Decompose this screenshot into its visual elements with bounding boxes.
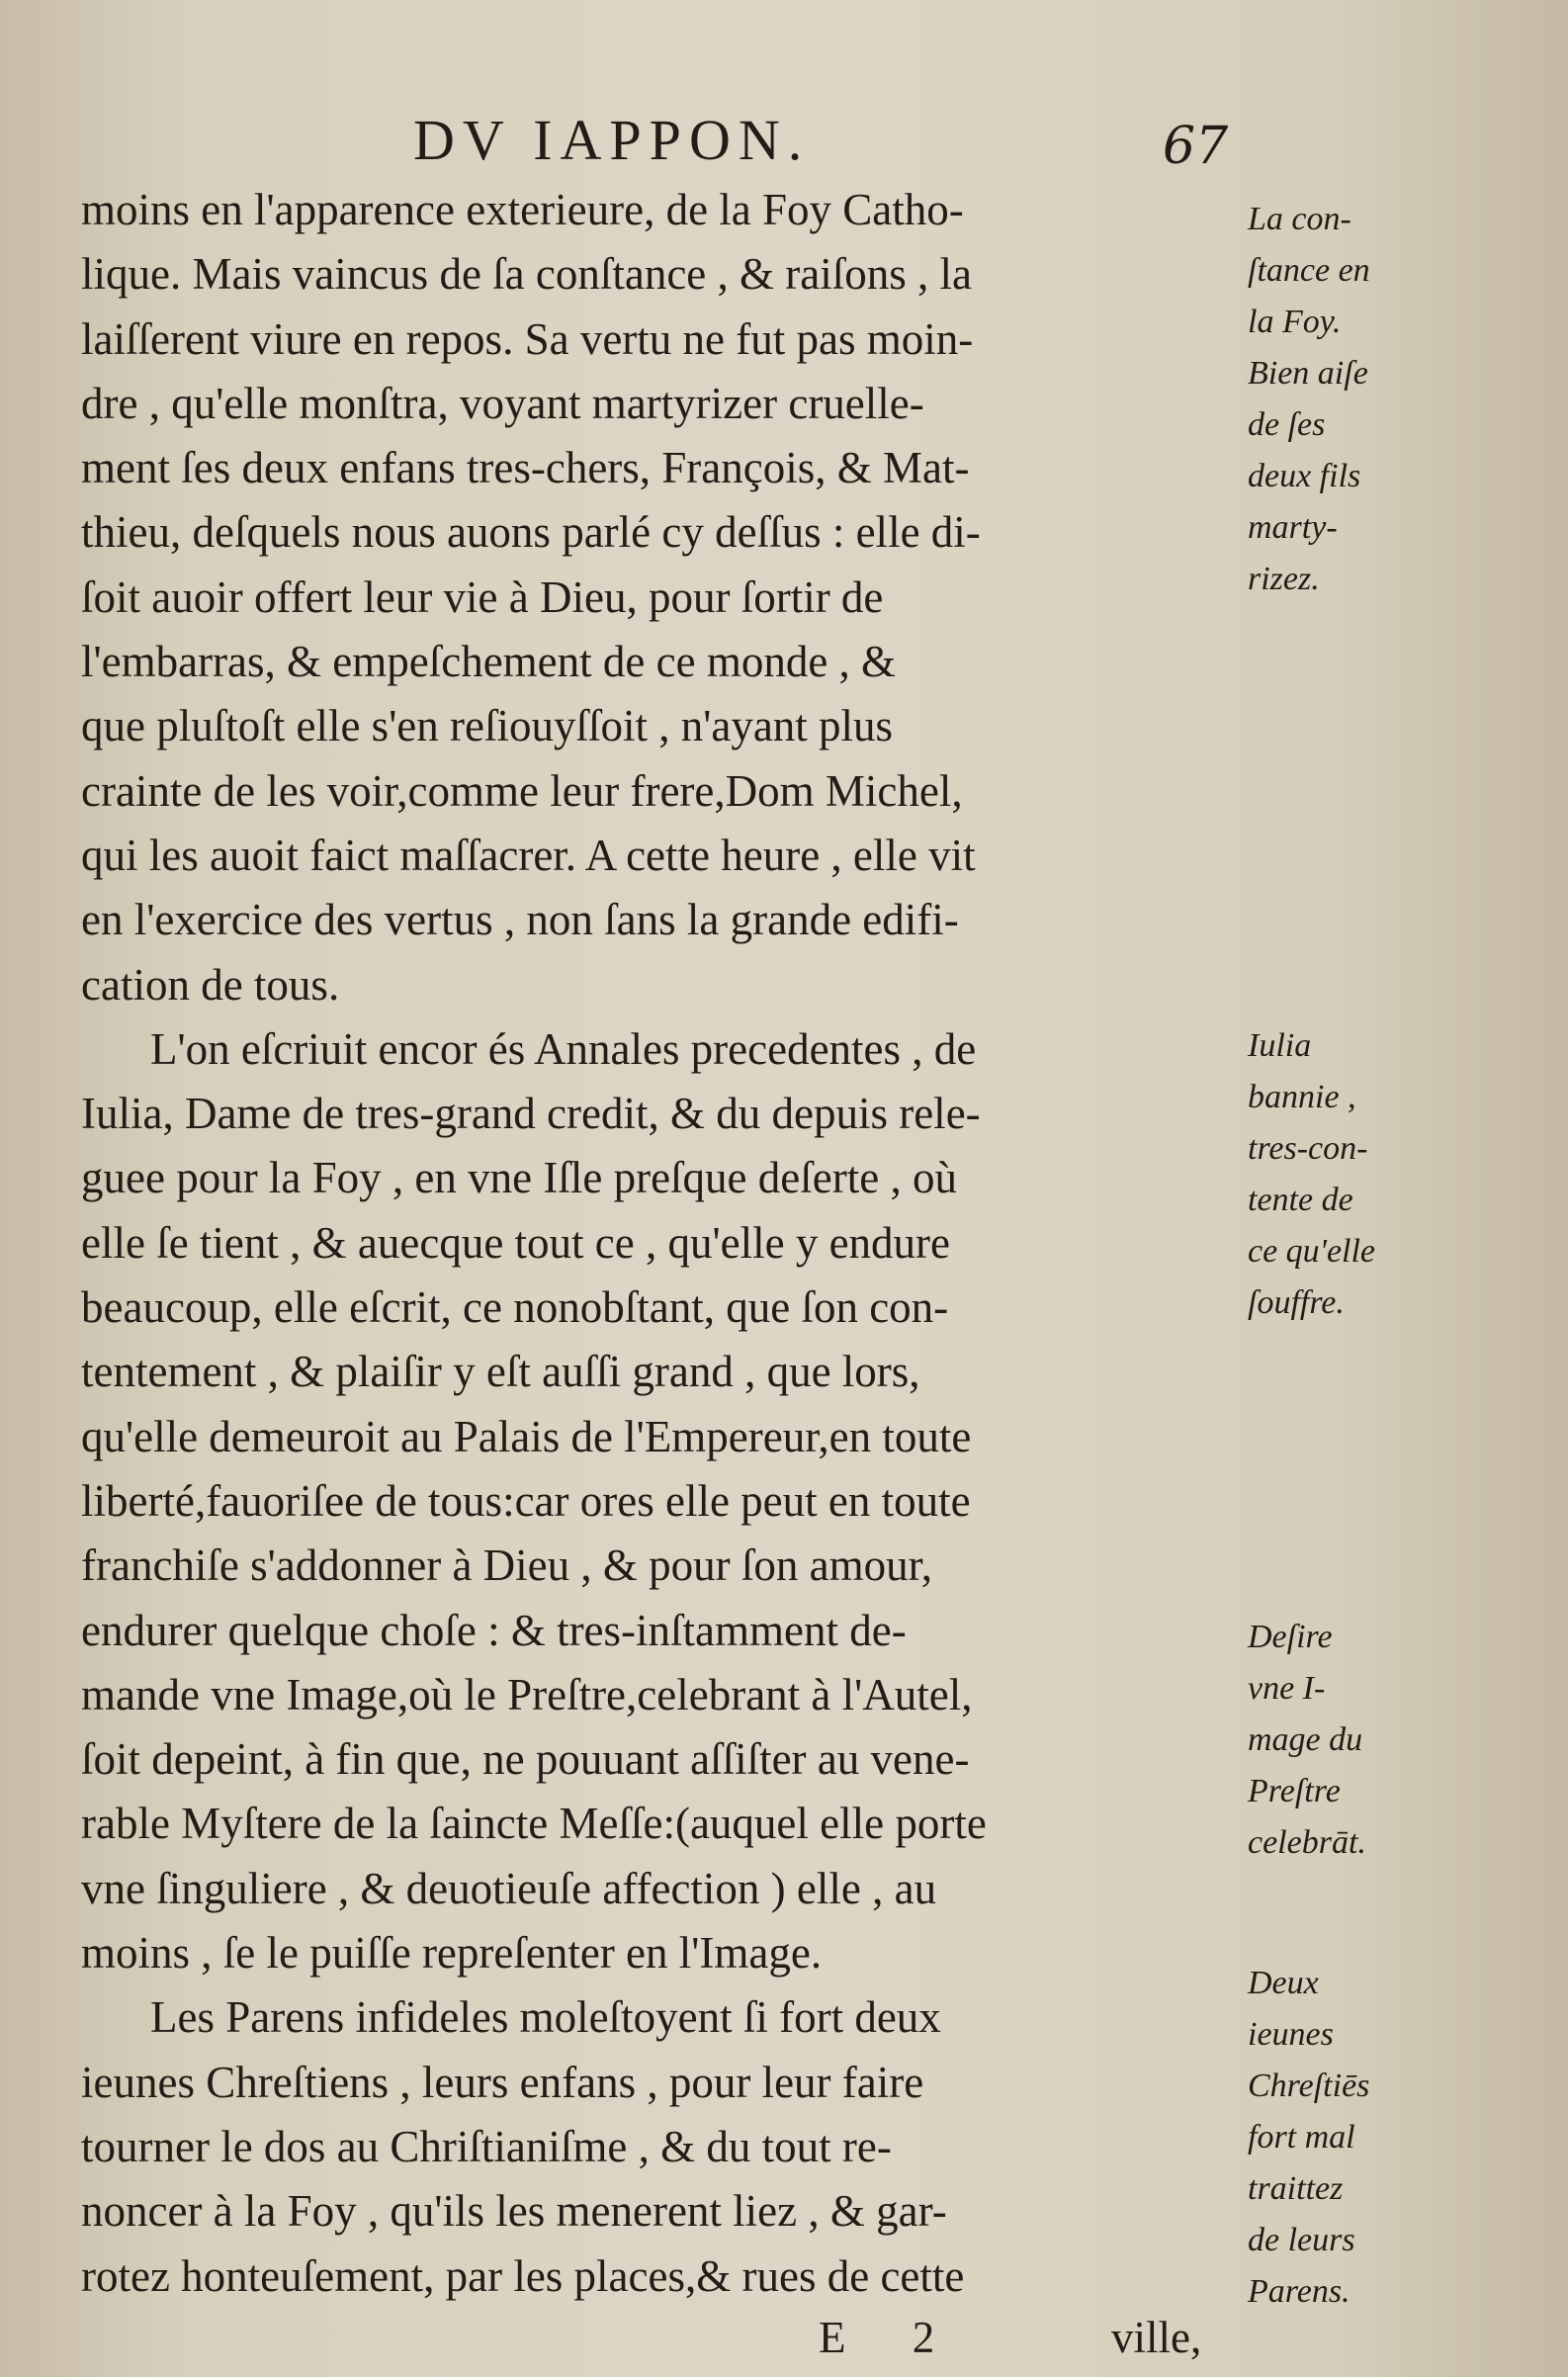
paragraph: [81, 1985, 1228, 2308]
margin-note-line: ieunes: [1248, 2016, 1334, 2053]
text-line: thieu, deſquels nous auons parlé cy deſſus : elle di-: [81, 507, 981, 558]
margin-note-line: Deux: [1248, 1965, 1319, 2001]
margin-note-line: Chreſtiēs: [1248, 2068, 1370, 2104]
text-line: noncer à la Foy , qu'ils les menerent liez , & gar-: [81, 2186, 947, 2237]
text-line: Les Parens infideles moleſtoyent ſi fort deux: [150, 1992, 941, 2043]
margin-note-line: rizez.: [1248, 561, 1320, 597]
text-line: mande vne Image,où le Preſtre,celebrant à l'Autel,: [81, 1669, 973, 1719]
margin-note-line: Parens.: [1248, 2273, 1350, 2310]
catchword: ville,: [1111, 2313, 1202, 2362]
margin-note-line: ce qu'elle: [1248, 1233, 1376, 1270]
margin-note-line: Iulia: [1248, 1027, 1312, 1064]
text-line: cation de tous.: [81, 959, 340, 1010]
paragraph: [81, 1017, 1228, 1985]
margin-note-line: ſouffre.: [1248, 1284, 1345, 1321]
body-text: [81, 178, 1228, 2309]
text-line: l'embarras, & empeſchement de ce monde , &: [81, 637, 897, 687]
margin-note-line: bannie ,: [1248, 1079, 1356, 1115]
margin-note-line: mage du: [1248, 1721, 1363, 1758]
margin-note-line: de ſes: [1248, 406, 1326, 443]
margin-note-line: Deſire: [1248, 1619, 1333, 1655]
text-line: guee pour la Foy , en vne Iſle preſque deſerte , où: [81, 1153, 957, 1203]
text-line: rable Myſtere de la ſaincte Meſſe:(auquel elle porte: [81, 1799, 987, 1849]
text-line: moins , ſe le puiſſe repreſenter en l'Image.: [81, 1928, 823, 1979]
running-title: DV IAPPON.: [413, 108, 811, 172]
text-line: tourner le dos au Chriſtianiſme , & du tout re-: [81, 2121, 892, 2171]
margin-note-line: Bien aiſe: [1248, 355, 1368, 392]
margin-note-line: La con-: [1248, 201, 1351, 237]
margin-note-line: tres-con-: [1248, 1130, 1368, 1167]
text-line: ſoit depeint, à fin que, ne pouuant aſſiſter au vene-: [81, 1734, 970, 1785]
margin-note-line: la Foy.: [1248, 304, 1342, 340]
margin-note-line: traittez: [1248, 2170, 1344, 2207]
margin-note-line: vne I-: [1248, 1670, 1326, 1707]
margin-note-line: ſtance en: [1248, 252, 1370, 289]
text-line: en l'exercice des vertus , non ſans la grande edifi-: [81, 895, 959, 945]
margin-note-line: celebrāt.: [1248, 1824, 1366, 1861]
margin-note: [1248, 194, 1426, 605]
text-line: tentement , & plaiſir y eſt auſſi grand , que lors,: [81, 1347, 920, 1397]
margin-note: [1248, 1958, 1426, 2318]
margin-note-line: fort mal: [1248, 2119, 1355, 2156]
text-line: liberté,fauoriſee de tous:car ores elle peut en toute: [81, 1475, 971, 1526]
signature-mark: E 2: [819, 2313, 963, 2362]
text-line: ieunes Chreſtiens , leurs enfans , pour leur faire: [81, 2057, 924, 2107]
text-line: ſoit auoir offert leur vie à Dieu, pour ſortir de: [81, 572, 884, 622]
text-line: crainte de les voir,comme leur frere,Dom Michel,: [81, 765, 963, 816]
margin-note-line: de leurs: [1248, 2222, 1355, 2258]
text-line: dre , qu'elle monſtra, voyant martyrizer cruelle-: [81, 378, 924, 428]
paragraph: [81, 178, 1228, 1017]
text-line: ment ſes deux enfans tres-chers, François, & Mat-: [81, 443, 970, 493]
margin-note-line: deux fils: [1248, 458, 1361, 494]
margin-note: [1248, 1020, 1426, 1329]
text-line: Iulia, Dame de tres-grand credit, & du depuis rele-: [81, 1089, 981, 1139]
text-line: franchiſe s'addonner à Dieu , & pour ſon amour,: [81, 1541, 933, 1591]
margin-note-line: marty-: [1248, 509, 1338, 546]
text-line: beaucoup, elle eſcrit, ce nonobſtant, que ſon con-: [81, 1282, 949, 1333]
margin-note-line: tente de: [1248, 1182, 1353, 1218]
text-line: laiſſerent viure en repos. Sa vertu ne fut pas moin-: [81, 313, 974, 364]
text-line: endurer quelque choſe : & tres-inſtamment de-: [81, 1605, 907, 1655]
text-line: elle ſe tient , & auecque tout ce , qu'elle y endure: [81, 1217, 950, 1268]
margin-note: [1248, 1612, 1426, 1869]
text-line: lique. Mais vaincus de ſa conſtance , & raiſons , la: [81, 249, 972, 300]
text-line: qu'elle demeuroit au Palais de l'Empereur,en toute: [81, 1411, 972, 1461]
text-line: vne ſinguliere , & deuotieuſe affection ) elle , au: [81, 1863, 937, 1913]
text-line: qui les auoit faict maſſacrer. A cette heure , elle vit: [81, 830, 976, 880]
text-line: moins en l'apparence exterieure, de la Foy Catho-: [81, 185, 964, 234]
text-line: rotez honteuſement, par les places,& rues de cette: [81, 2250, 965, 2301]
text-line: que pluſtoſt elle s'en reſiouyſſoit , n'ayant plus: [81, 701, 894, 751]
margin-note-line: Preſtre: [1248, 1773, 1341, 1809]
page-number: 67: [1163, 117, 1229, 176]
text-line: L'on eſcriuit encor és Annales precedentes , de: [150, 1023, 977, 1074]
